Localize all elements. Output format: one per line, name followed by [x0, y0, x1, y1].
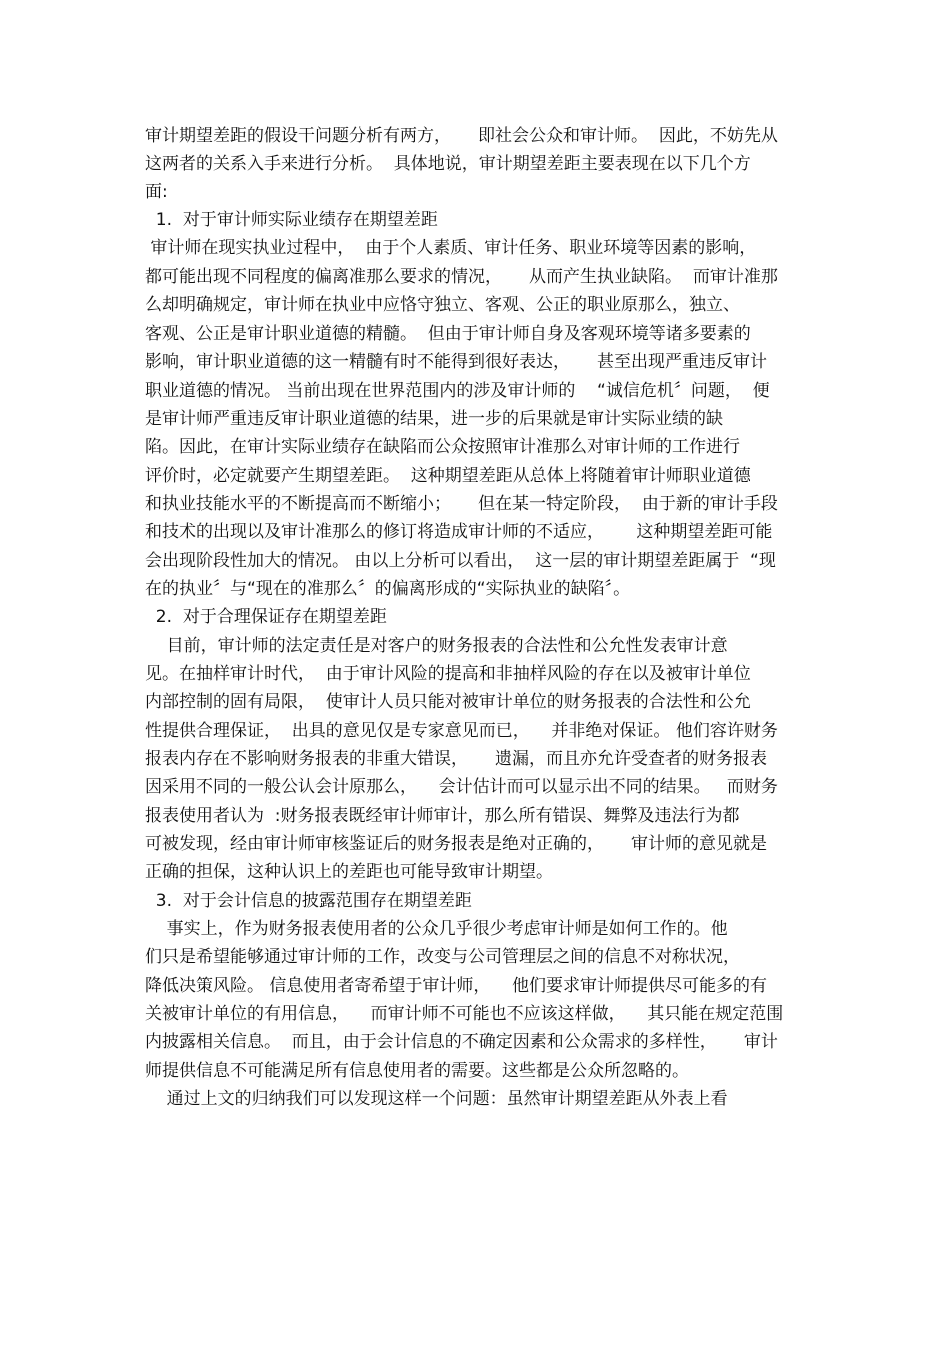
paragraph-line: 客观、公正是审计职业道德的精髓。 但由于审计师自身及客观环境等诸多要素的	[145, 324, 751, 344]
paragraph-line: 通过上文的归纳我们可以发现这样一个问题：虽然审计期望差距从外表上看	[145, 1089, 728, 1109]
paragraph-line: 们只是希望能够通过审计师的工作，改变与公司管理层之间的信息不对称状况，	[145, 947, 740, 967]
paragraph-line: 这两者的关系入手来进行分析。 具体地说，审计期望差距主要表现在以下几个方	[145, 154, 751, 174]
paragraph-line: 都可能出现不同程度的偏离准那么要求的情况， 从而产生执业缺陷。 而审计准那	[145, 267, 778, 287]
paragraph-line: 会出现阶段性加大的情况。 由以上分析可以看出， 这一层的审计期望差距属于 “现	[145, 551, 776, 571]
paragraph-line: 在的执业〞与“现在的准那么〞的偏离形成的“实际执业的缺陷〞。	[145, 579, 631, 599]
paragraph-line: 报表内存在不影响财务报表的非重大错误， 遗漏，而且亦允许受查者的财务报表	[145, 749, 768, 769]
paragraph-line: 是审计师严重违反审计职业道德的结果，进一步的后果就是审计实际业绩的缺	[145, 409, 723, 429]
paragraph-line: 和技术的出现以及审计准那么的修订将造成审计师的不适应， 这种期望差距可能	[145, 522, 773, 542]
paragraph-line: 可被发现，经由审计师审核鉴证后的财务报表是绝对正确的， 审计师的意见就是	[145, 834, 768, 854]
paragraph-line: 内披露相关信息。 而且，由于会计信息的不确定因素和公众需求的多样性， 审计	[145, 1032, 778, 1052]
paragraph-line: 关被审计单位的有用信息， 而审计师不可能也不应该这样做， 其只能在规定范围	[145, 1004, 784, 1024]
section-heading-2: 2. 对于合理保证存在期望差距	[145, 607, 387, 627]
paragraph-line: 么却明确规定，审计师在执业中应恪守独立、客观、公正的职业原那么，独立、	[145, 295, 740, 315]
paragraph-line: 评价时，必定就要产生期望差距。 这种期望差距从总体上将随着审计师职业道德	[145, 466, 751, 486]
paragraph-line: 陷。因此，在审计实际业绩存在缺陷而公众按照审计准那么对审计师的工作进行	[145, 437, 740, 457]
paragraph-line: 降低决策风险。 信息使用者寄希望于审计师， 他们要求审计师提供尽可能多的有	[145, 976, 768, 996]
paragraph-line: 职业道德的情况。 当前出现在世界范围内的涉及审计师的 “诚信危机〞问题， 便	[145, 381, 770, 401]
paragraph-line: 师提供信息不可能满足所有信息使用者的需要。这些都是公众所忽略的。	[145, 1061, 689, 1081]
paragraph-line: 因采用不同的一般公认会计原那么， 会计估计而可以显示出不同的结果。 而财务	[145, 777, 778, 797]
paragraph-line: 影响，审计职业道德的这一精髓有时不能得到很好表达， 甚至出现严重违反审计	[145, 352, 768, 372]
paragraph-line: 和执业技能水平的不断提高而不断缩小； 但在某一特定阶段， 由于新的审计手段	[145, 494, 778, 514]
paragraph-line: 事实上，作为财务报表使用者的公众几乎很少考虑审计师是如何工作的。他	[145, 919, 728, 939]
paragraph-line: 审计期望差距的假设干问题分析有两方， 即社会公众和审计师。 因此，不妨先从	[145, 126, 778, 146]
paragraph-line: 目前，审计师的法定责任是对客户的财务报表的合法性和公允性发表审计意	[145, 636, 728, 656]
paragraph-line: 面:	[145, 182, 168, 202]
paragraph-line: 审计师在现实执业过程中， 由于个人素质、审计任务、职业环境等因素的影响，	[145, 238, 757, 258]
paragraph-line: 内部控制的固有局限， 使审计人员只能对被审计单位的财务报表的合法性和公允	[145, 692, 751, 712]
paragraph-line: 报表使用者认为 :财务报表既经审计师审计，那么所有错误、舞弊及违法行为都	[145, 806, 740, 826]
paragraph-line: 正确的担保，这种认识上的差距也可能导致审计期望。	[145, 862, 553, 882]
section-heading-3: 3. 对于会计信息的披露范围存在期望差距	[145, 891, 472, 911]
paragraph-line: 见。在抽样审计时代， 由于审计风险的提高和非抽样风险的存在以及被审计单位	[145, 664, 751, 684]
section-heading-1: 1. 对于审计师实际业绩存在期望差距	[145, 210, 438, 230]
paragraph-line: 性提供合理保证， 出具的意见仅是专家意见而已， 并非绝对保证。 他们容许财务	[145, 721, 778, 741]
